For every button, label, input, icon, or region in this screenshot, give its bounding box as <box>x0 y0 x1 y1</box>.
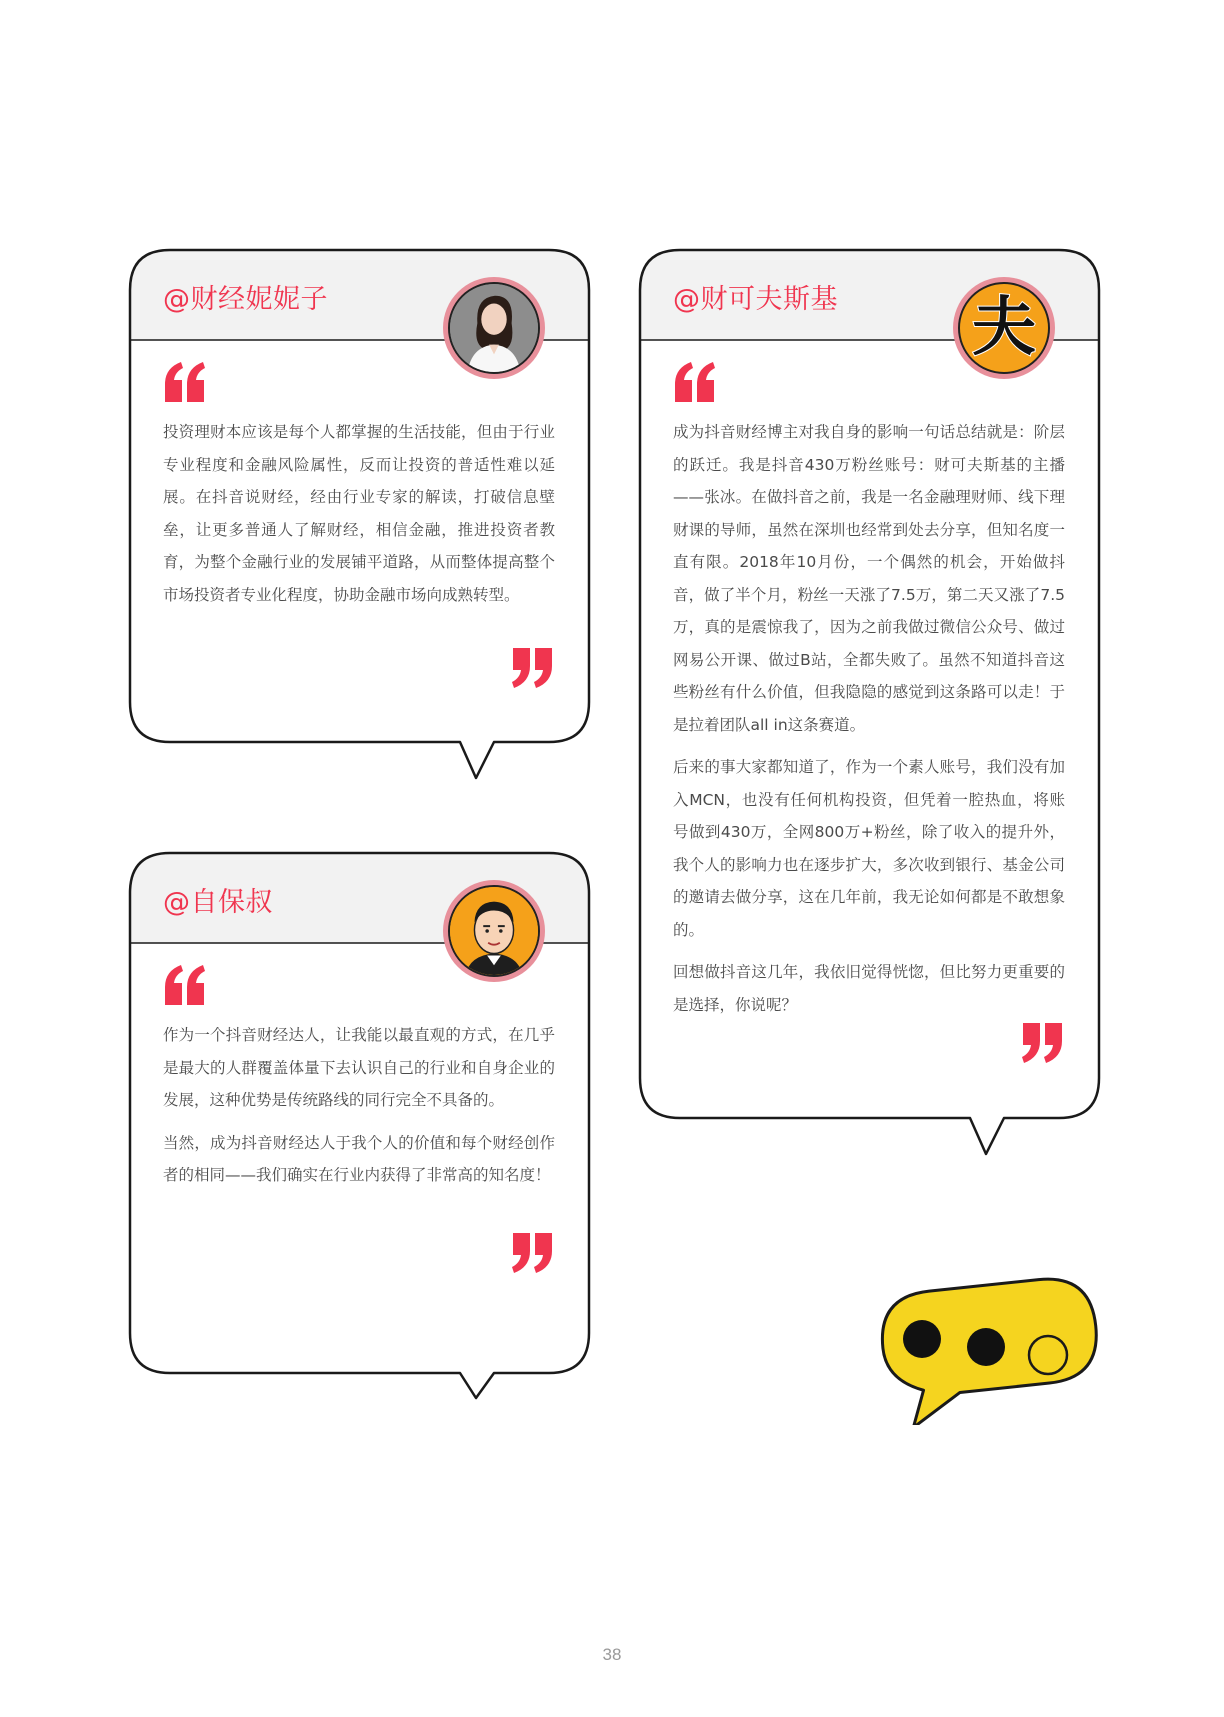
quote-card-2 <box>640 250 1099 1162</box>
author-handle[interactable]: @财可夫斯基 <box>673 283 838 315</box>
close-quote-icon <box>510 1233 554 1273</box>
avatar <box>953 277 1055 379</box>
paragraph: 作为一个抖音财经达人，让我能以最直观的方式，在几乎是最大的人群覆盖体量下去认识自己的行业和自身企业的发展，这种优势是传统路线的同行完全不具备的。 <box>163 1026 555 1109</box>
quote-card-1 <box>130 250 589 786</box>
open-quote-icon <box>163 362 207 402</box>
avatar-cartoon <box>448 885 540 977</box>
paragraph: 当然，成为抖音财经达人于我个人的价值和每个财经创作者的相同——我们确实在行业内获得了非常高的知名度！ <box>163 1133 555 1184</box>
close-quote-icon <box>1020 1023 1064 1063</box>
author-handle[interactable]: @自保叔 <box>163 886 273 918</box>
card-body <box>163 416 555 621</box>
avatar <box>443 880 545 982</box>
open-quote-icon <box>673 362 717 402</box>
card-body <box>163 1019 555 1202</box>
avatar-glyph: 夫 <box>972 291 1036 365</box>
chat-bubble-icon <box>876 1275 1106 1425</box>
paragraph: 投资理财本应该是每个人都掌握的生活技能，但由于行业专业程度和金融风险属性，反而让投资的普适性难以延展。在抖音说财经，经由行业专家的解读，打破信息壁垒，让更多普通人了解财经，相信金融，推进投资者教育，为整个金融行业的发展铺平道路，从而整体提高整个市场投资者专业化程度，协助金融市场向成熟转型。 <box>163 423 555 604</box>
author-handle[interactable]: @财经妮妮子 <box>163 283 328 315</box>
avatar-photo <box>448 282 540 374</box>
open-quote-icon <box>163 965 207 1005</box>
avatar <box>443 277 545 379</box>
quote-card-3 <box>130 853 589 1398</box>
paragraph: 成为抖音财经博主对我自身的影响一句话总结就是：阶层的跃迁。我是抖音430万粉丝账号：财可夫斯基的主播——张冰。在做抖音之前，我是一名金融理财师、线下理财课的导师，虽然在深圳也经常到处去分享，但知名度一直有限。2018年10月份，一个偶然的机会，开始做抖音，做了半个月，粉丝一天涨了7.5万，第二天又涨了7.5万，真的是震惊我了，因为之前我做过微信公众号、做过网易公开课、做过B站，全都失败了。虽然不知道抖音这些粉丝有什么价值，但我隐隐的感觉到这条路可以走！于是拉着团队all in这条赛道。 <box>673 423 1065 734</box>
card-body <box>673 416 1065 1031</box>
paragraph: 回想做抖音这几年，我依旧觉得恍惚，但比努力更重要的是选择，你说呢？ <box>673 963 1065 1014</box>
page-number: 38 <box>602 1645 622 1664</box>
avatar-logo <box>958 282 1050 374</box>
paragraph: 后来的事大家都知道了，作为一个素人账号，我们没有加入MCN，也没有任何机构投资，但凭着一腔热血，将账号做到430万，全网800万+粉丝，除了收入的提升外，我个人的影响力也在逐步扩大，多次收到银行、基金公司的邀请去做分享，这在几年前，我无论如何都是不敢想象的。 <box>673 758 1065 939</box>
woman-portrait-icon <box>450 284 538 372</box>
close-quote-icon <box>510 648 554 688</box>
cartoon-man-icon <box>450 887 538 975</box>
